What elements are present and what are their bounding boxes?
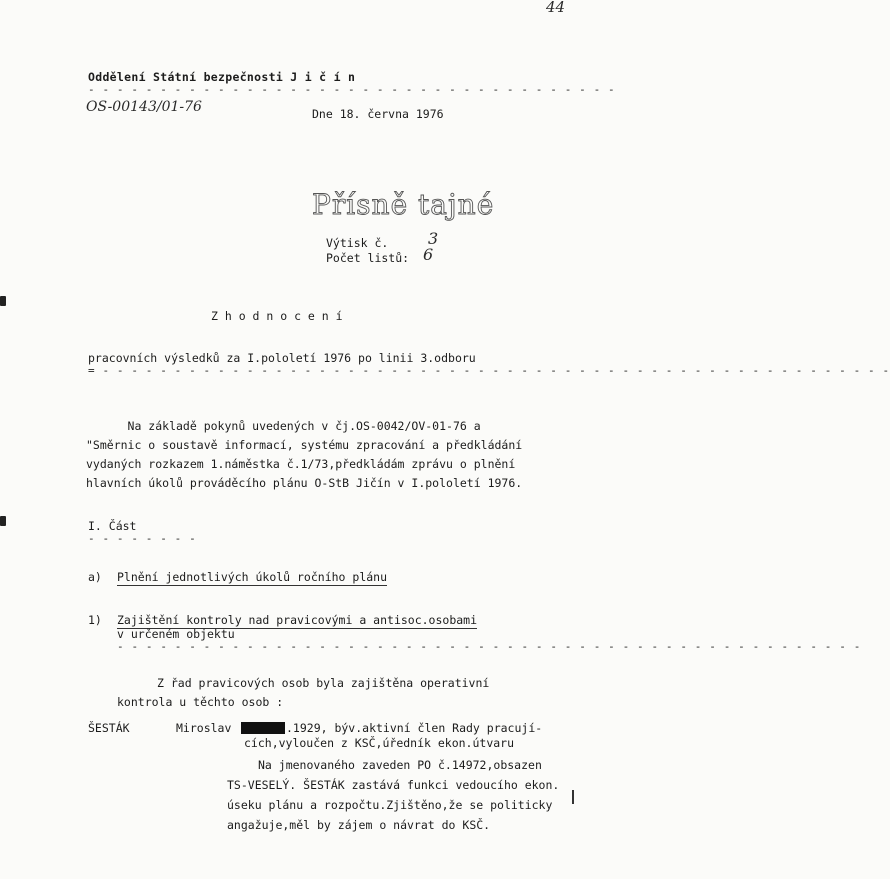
section-1-underline: - - - - - - - - - - - - - - - - - - - - - - - - - - - - - - - - - - - - - - - - - - - - - - - - - - - - [117, 640, 861, 653]
paragraph-line-2: kontrola u těchto osob : [117, 695, 284, 709]
person-line-4: TS-VESELÝ. ŠESTÁK zastává funkci vedoucího ekon. [227, 778, 560, 792]
document-subtitle: pracovních výsledků za I.pololetí 1976 po linii 3.odboru [88, 351, 476, 365]
copy-number-value: 3 [428, 229, 439, 248]
section-1-prefix: 1) [88, 613, 102, 627]
intro-line-3: vydaných rozkazem 1.náměstka č.1/73,předkládám zprávu o plnění [86, 457, 516, 471]
classification-stamp: Přísně tajné [312, 188, 495, 221]
sheet-count-value: 6 [423, 245, 434, 264]
person-line-5: úseku plánu a rozpočtu.Zjištěno,že se politicky [227, 798, 553, 812]
right-margin-tick [572, 790, 574, 804]
reference-number: OS-00143/01-76 [86, 99, 202, 115]
intro-line-4: hlavních úkolů prováděcího plánu O-StB Jičín v I.pololetí 1976. [86, 476, 523, 490]
redaction-bar [241, 722, 285, 734]
section-a-text: Plnění jednotlivých úkolů ročního plánu [117, 570, 388, 584]
person-line-1: .1929, býv.aktivní člen Rady pracují- [286, 721, 543, 735]
person-given-name: Miroslav [176, 721, 232, 735]
paragraph-line-1: Z řad pravicových osob byla zajištěna operativní [157, 676, 490, 690]
part-heading-underline: - - - - - - - - [88, 532, 197, 545]
subtitle-underline: = - - - - - - - - - - - - - - - - - - - - - - - - - - - - - - - - - - - - - - - - - - - - - - - - - - - - - - - [88, 364, 890, 377]
punch-hole-mark-bottom [0, 516, 6, 526]
document-title: Z h o d n o c e n í [211, 309, 343, 323]
copy-number-label: Výtisk č. [326, 236, 389, 250]
intro-line-1: Na základě pokynů uvedených v čj.OS-0042/OV-01-76 a [86, 419, 481, 433]
document-date: Dne 18. června 1976 [312, 107, 444, 121]
department-heading: Oddělení Státní bezpečnosti J i č í n [88, 70, 356, 84]
intro-line-2: "Směrnic o soustavě informací, systému zpracování a předkládání [86, 438, 523, 452]
person-surname: ŠESTÁK [88, 721, 130, 735]
person-line-6: angažuje,měl by zájem o návrat do KSČ. [227, 818, 491, 832]
section-a-prefix: a) [88, 570, 102, 584]
person-line-3: Na jmenovaného zaveden PO č.14972,obsazen [258, 758, 542, 772]
department-underline: - - - - - - - - - - - - - - - - - - - - - - - - - - - - - - - - - - - - - [88, 83, 616, 96]
part-heading: I. Část [88, 519, 137, 533]
section-1-line-1: Zajištění kontroly nad pravicovými a antisoc.osobami [117, 613, 478, 627]
person-line-2: cích,vyloučen z KSČ,úředník ekon.útvaru [244, 736, 515, 750]
punch-hole-mark-top [0, 296, 6, 306]
section-1-line-2: v určeném objektu [117, 627, 235, 641]
page-number: 44 [546, 0, 566, 16]
sheet-count-label: Počet listů: [326, 251, 410, 265]
